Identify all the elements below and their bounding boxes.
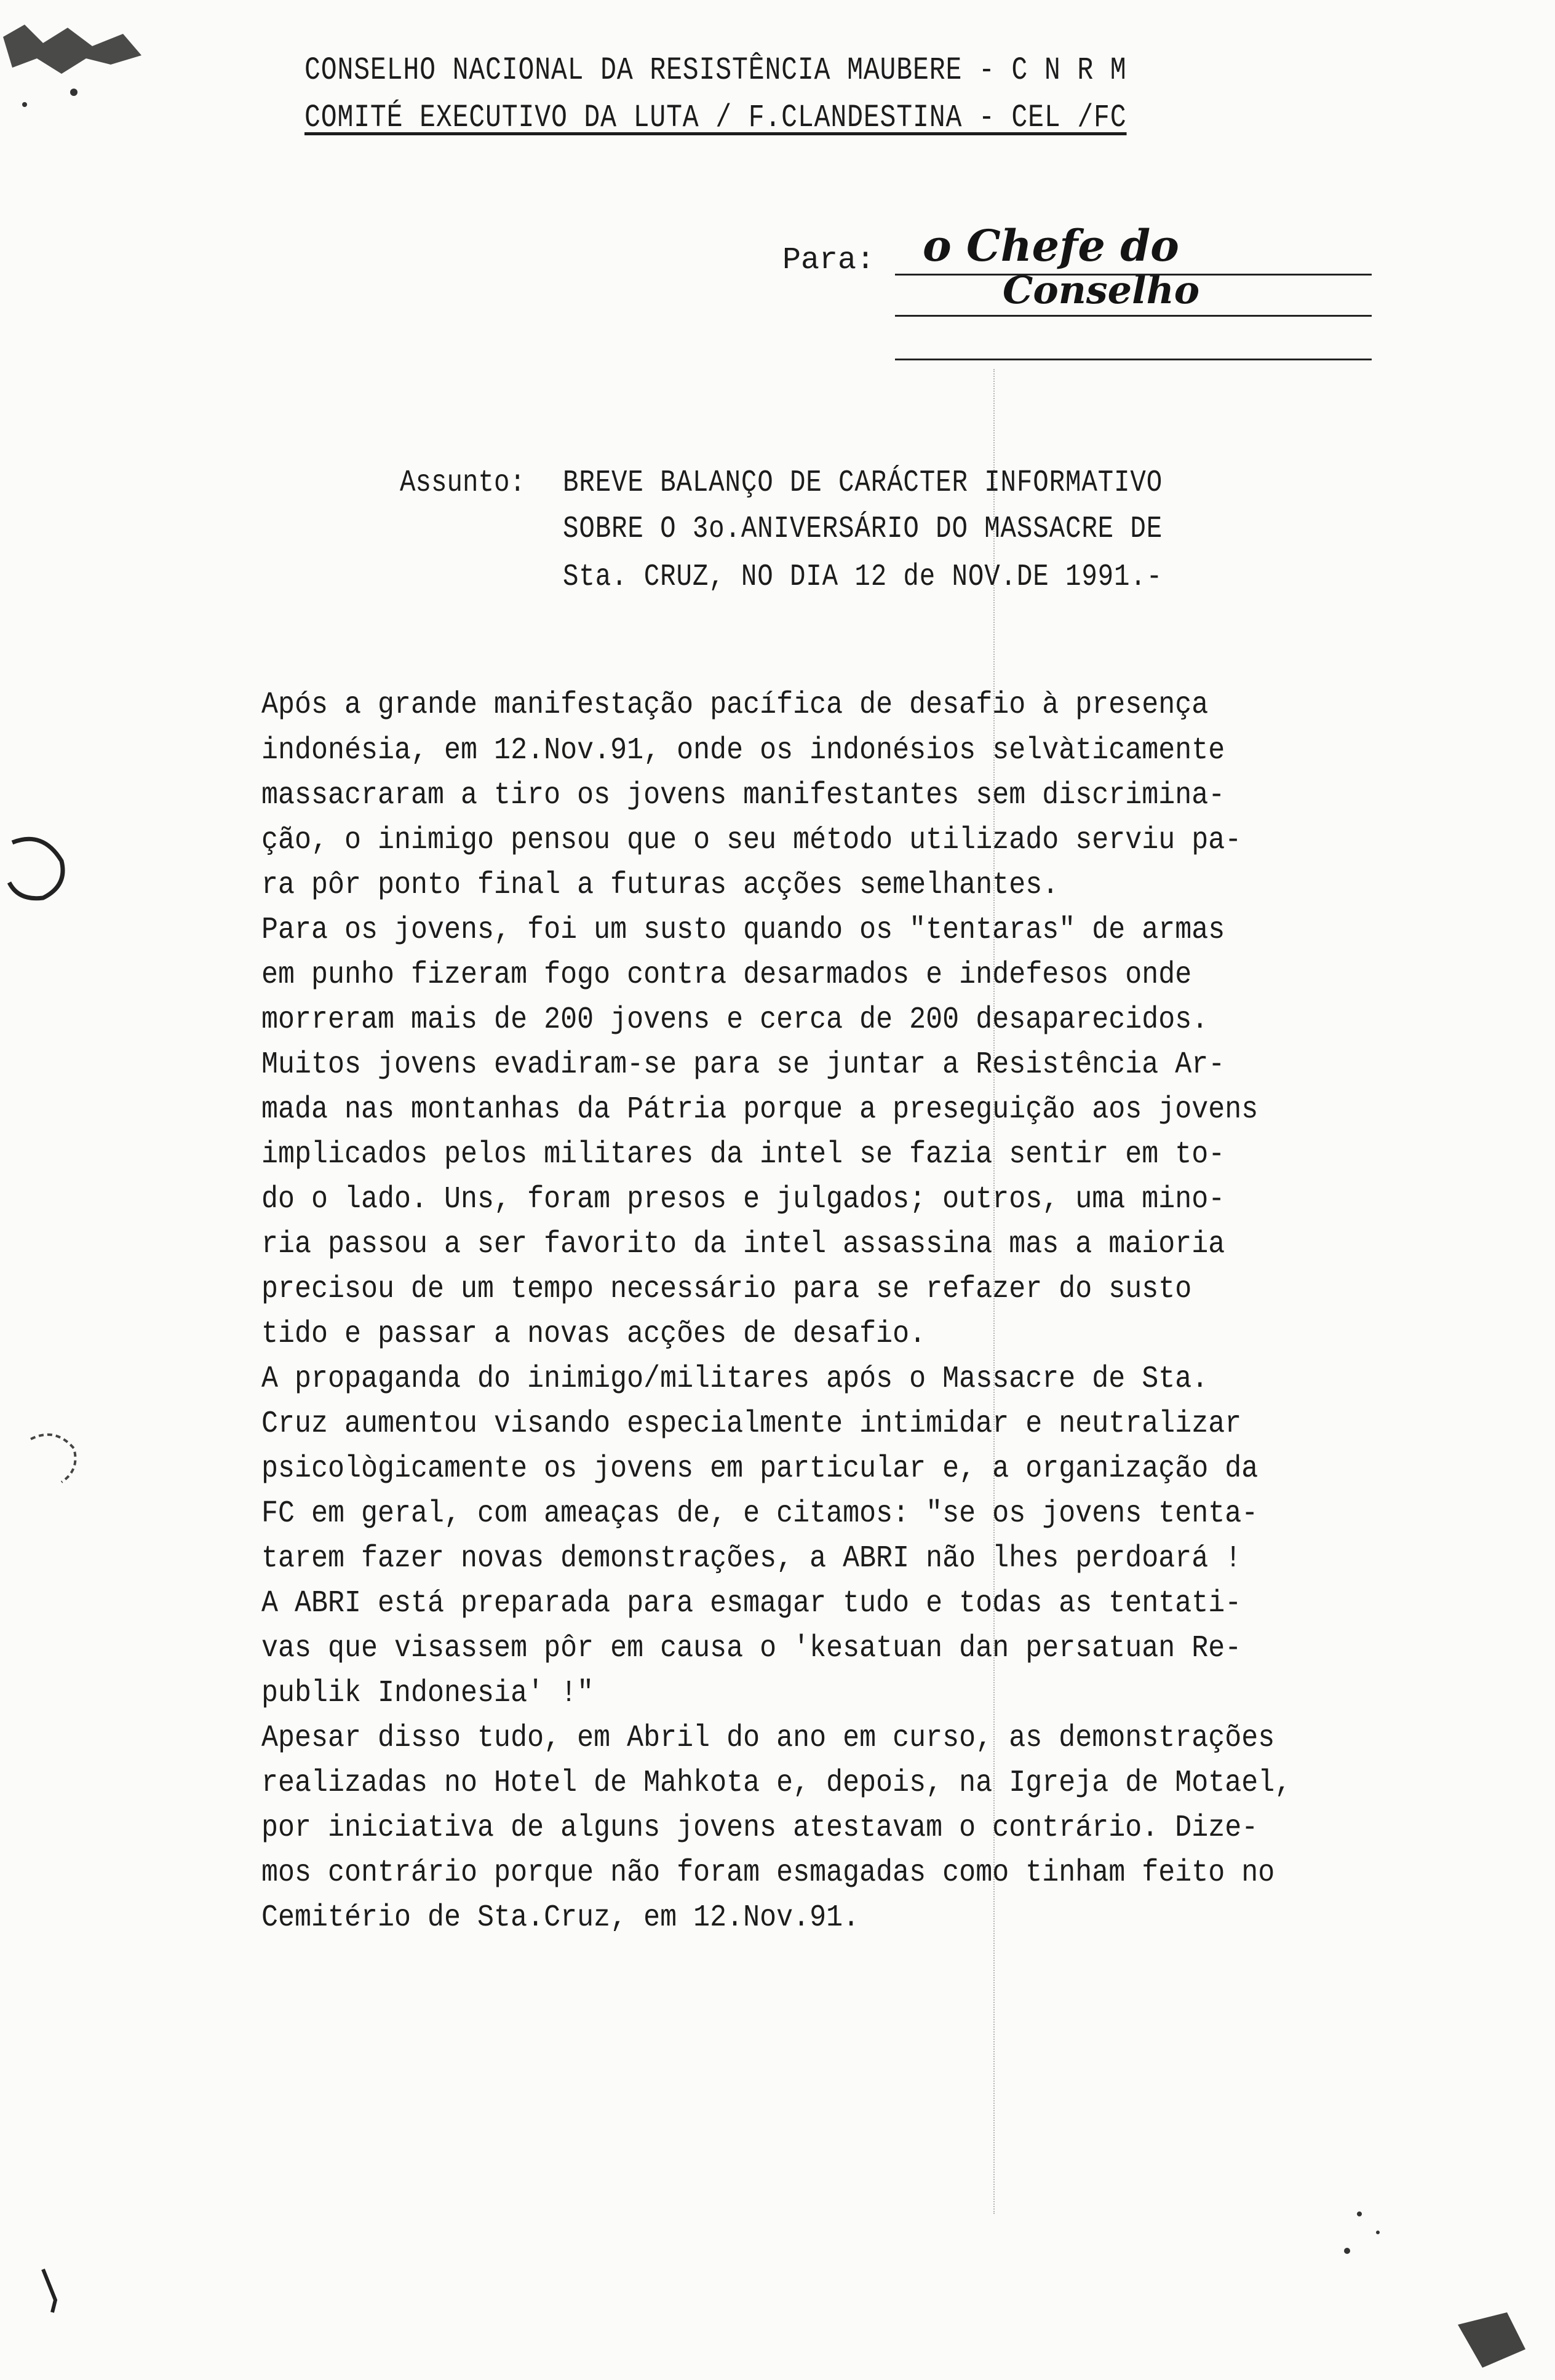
punch-hole-lower [12,1414,98,1501]
subject-line-1: BREVE BALANÇO DE CARÁCTER INFORMATIVO [563,466,1163,501]
body-line: ção, o inimigo pensou que o seu método utilizado serviu pa- [261,823,1242,858]
addressee-handwritten-line2: Conselho [1003,268,1200,312]
body-line: Apesar disso tudo, em Abril do ano em curso, as demonstrações [261,1721,1275,1756]
subject-label: Assunto: [400,466,526,501]
body-line: A propaganda do inimigo/militares após o Massacre de Sta. [261,1362,1209,1397]
addressee-line-3 [895,359,1372,360]
body-line: massacraram a tiro os jovens manifestantes sem discrimina- [261,778,1225,813]
punch-hole-upper [0,824,86,910]
scan-speck-bottom-right [1322,2189,1550,2374]
body-line: Cemitério de Sta.Cruz, em 12.Nov.91. [261,1900,860,1935]
body-line: ria passou a ser favorito da intel assassina mas a maioria [261,1227,1225,1262]
body-line: FC em geral, com ameaças de, e citamos: "se os jovens tenta- [261,1496,1259,1531]
body-line: do o lado. Uns, foram presos e julgados; outros, uma mino- [261,1182,1225,1217]
body-line: indonésia, em 12.Nov.91, onde os indonésios selvàticamente [261,733,1225,768]
body-line: ra pôr ponto final a futuras acções semelhantes. [261,868,1059,903]
body-line: implicados pelos militares da intel se fazia sentir em to- [261,1137,1225,1172]
addressee-line-1 [895,274,1372,276]
body-line: Para os jovens, foi um susto quando os "tentaras" de armas [261,913,1225,948]
addressee-handwritten-line1: o Chefe do [923,220,1179,271]
scan-blot-top-left [0,0,160,123]
body-line: Após a grande manifestação pacífica de desafio à presença [261,688,1209,723]
body-line: mos contrário porque não foram esmagadas como tinham feito no [261,1855,1275,1890]
subject-line-2: SOBRE O 3o.ANIVERSÁRIO DO MASSACRE DE [563,512,1163,547]
body-line: publik Indonesia' !" [261,1676,594,1711]
body-line: morreram mais de 200 jovens e cerca de 200 desaparecidos. [261,1002,1209,1037]
header-organization: CONSELHO NACIONAL DA RESISTÊNCIA MAUBERE - C N R M [304,52,1127,89]
body-line: precisou de um tempo necessário para se refazer do susto [261,1272,1192,1307]
subject-line-3: Sta. CRUZ, NO DIA 12 de NOV.DE 1991.- [563,560,1163,595]
body-line: por iniciativa de alguns jovens atestavam o contrário. Dize- [261,1811,1259,1846]
addressee-label: Para: [782,243,875,278]
body-line: tarem fazer novas demonstrações, a ABRI não lhes perdoará ! [261,1541,1242,1576]
body-line: vas que visassem pôr em causa o 'kesatuan dan persatuan Re- [261,1631,1242,1666]
scan-speck-bottom-left [37,2263,74,2319]
body-line: A ABRI está preparada para esmagar tudo e todas as tentati- [261,1586,1242,1621]
body-line: psicològicamente os jovens em particular e, a organização da [261,1451,1259,1486]
body-line: tido e passar a novas acções de desafio. [261,1317,926,1352]
body-line: Cruz aumentou visando especialmente intimidar e neutralizar [261,1406,1242,1442]
body-line: em punho fizeram fogo contra desarmados e indefesos onde [261,958,1192,993]
addressee-line-2 [895,315,1372,317]
header-committee: COMITÉ EXECUTIVO DA LUTA / F.CLANDESTINA - CEL /FC [304,100,1127,136]
body-line: Muitos jovens evadiram-se para se juntar a Resistência Ar- [261,1047,1225,1082]
body-line: realizadas no Hotel de Mahkota e, depois, na Igreja de Motael, [261,1766,1292,1801]
body-line: mada nas montanhas da Pátria porque a preseguição aos jovens [261,1092,1259,1127]
